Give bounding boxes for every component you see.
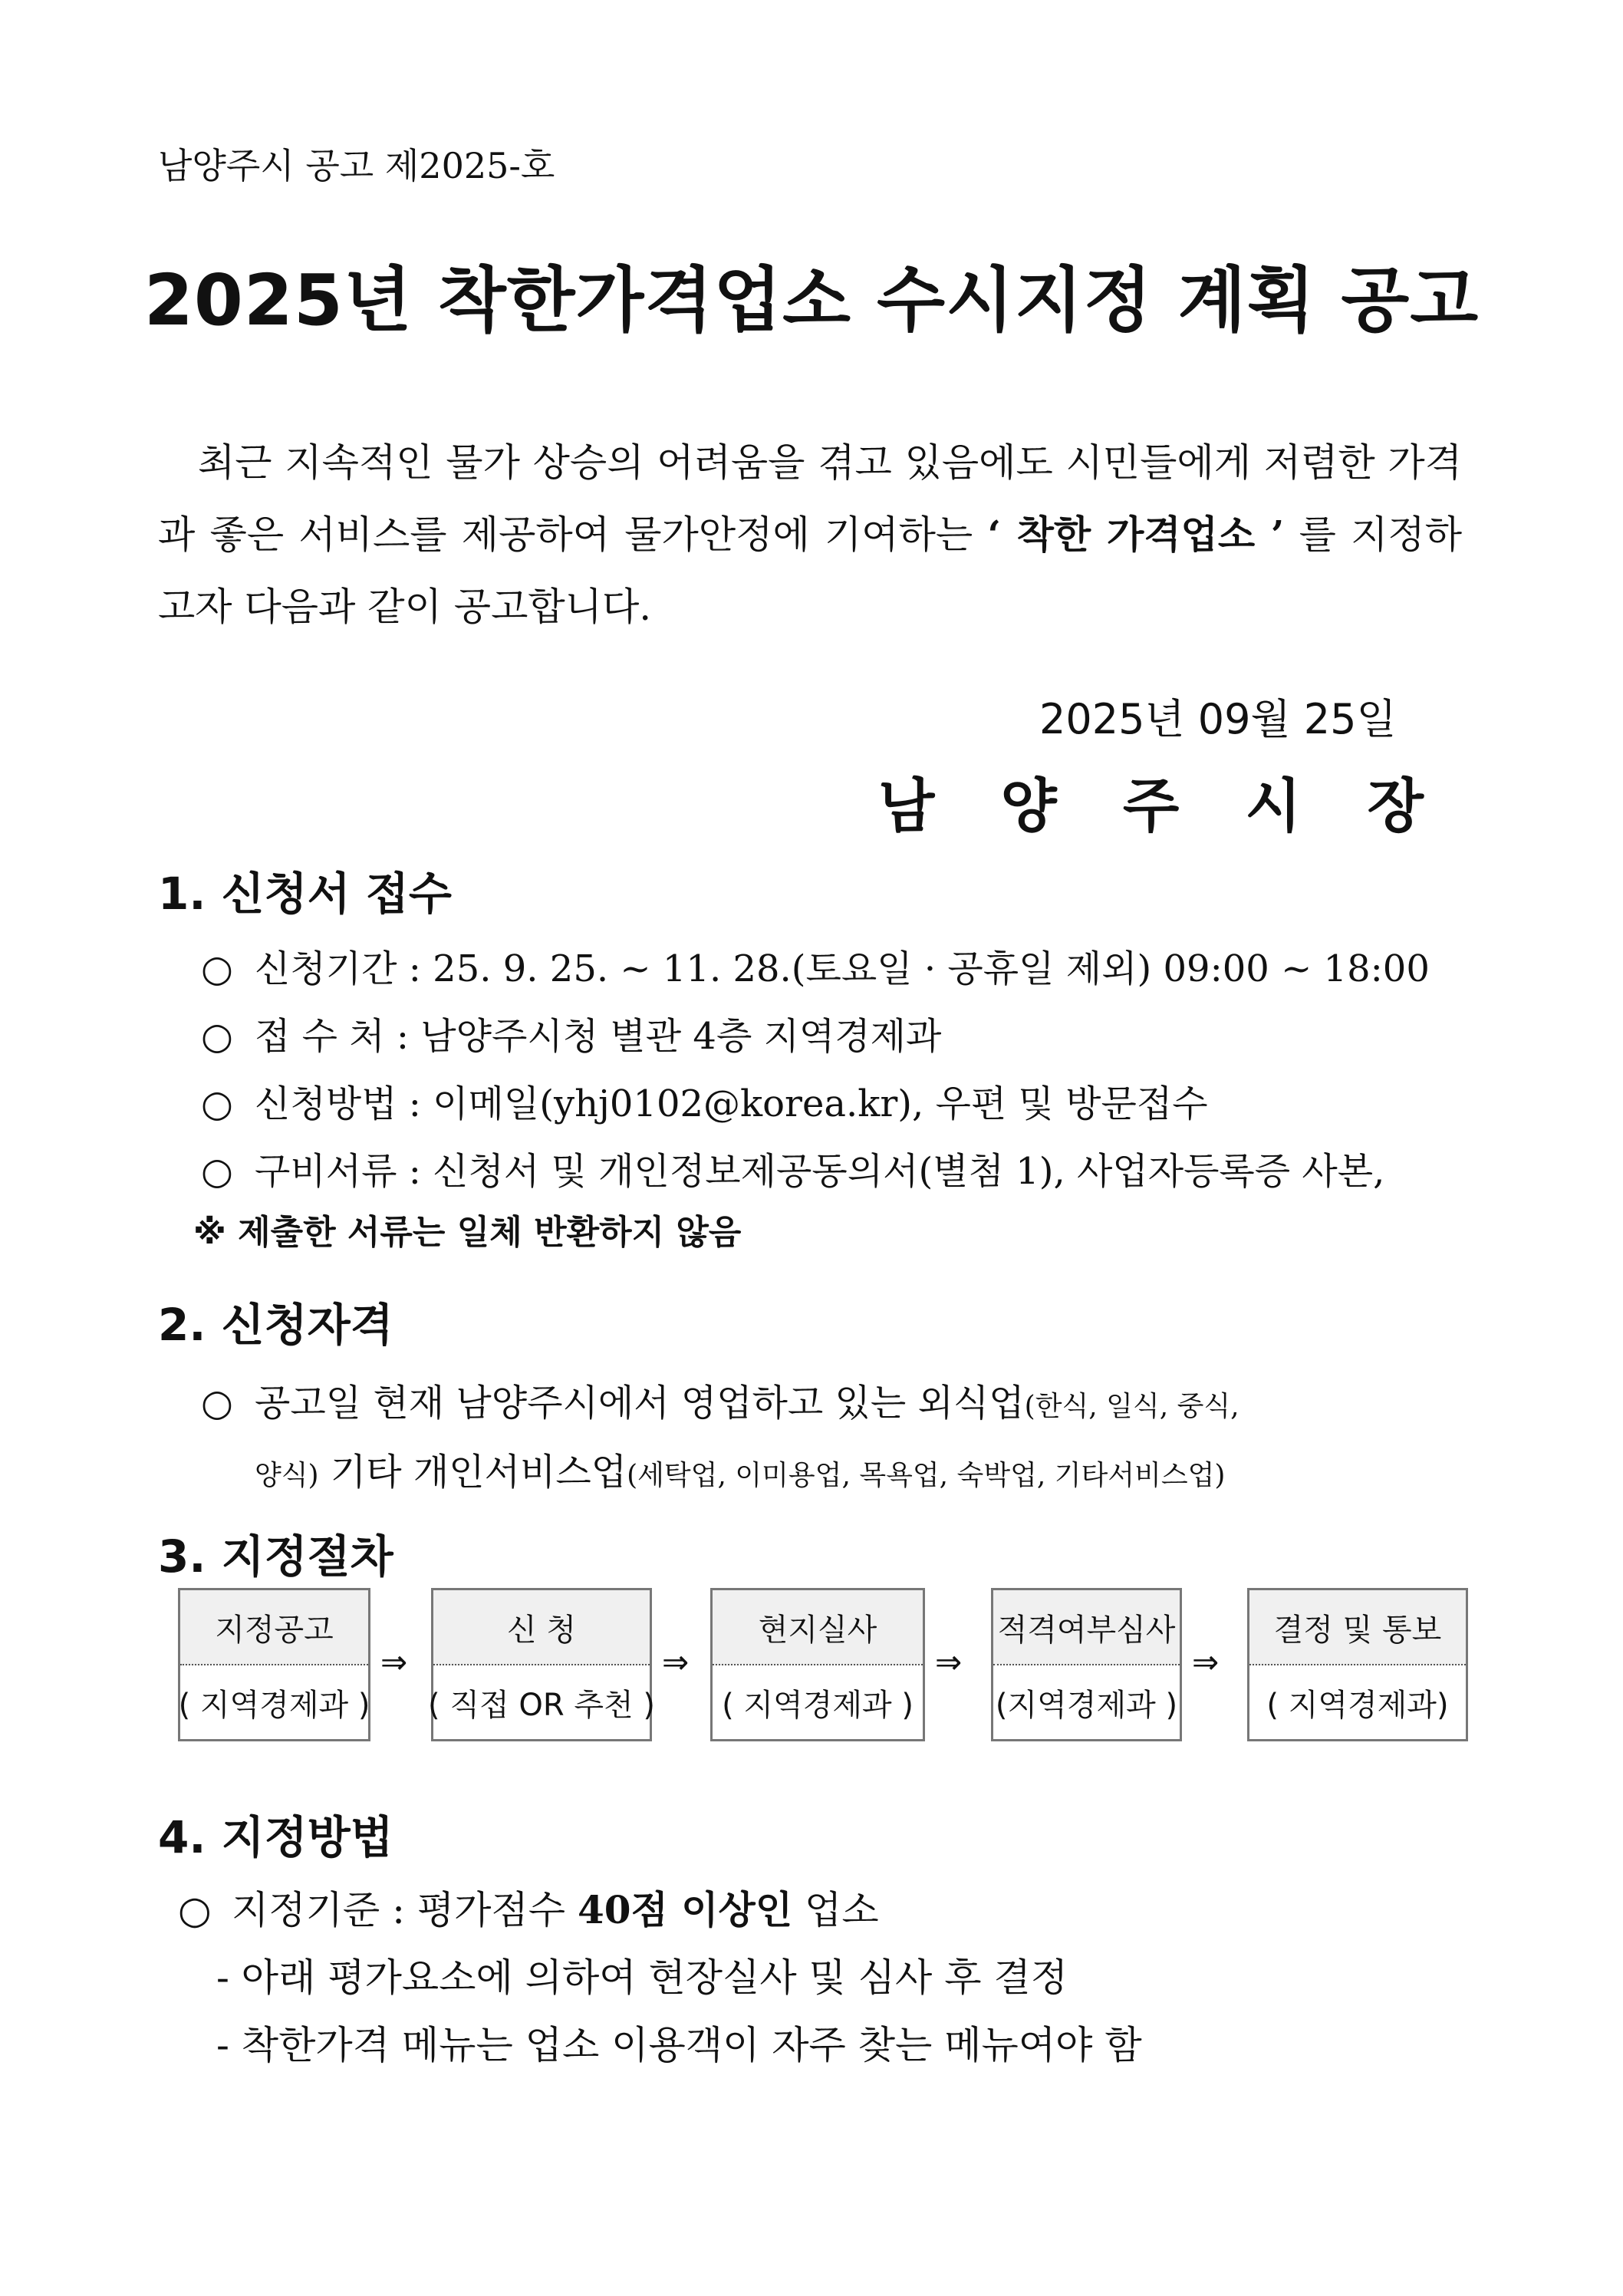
section-2-line-2 [255,1442,1225,1495]
flow-step-5 [1247,1588,1468,1741]
flow-step-dept: (지역경제과 ) [995,1687,1178,1723]
flow-step-3 [710,1588,925,1741]
flow-step-4 [991,1588,1182,1741]
bullet-circle: ○ [201,947,233,990]
criteria-label: 지정기준 : 평가점수 [232,1888,578,1932]
section-4-dash-1: - 아래 평가요소에 의하여 현장실사 및 심사 후 결정 [216,1955,1068,2000]
flow-arrow-icon: ⇒ [380,1643,408,1681]
bullet-circle: ○ [178,1888,212,1932]
criteria-threshold: 40점 이상인 [577,1887,793,1932]
flow-step-label: 지정공고 [180,1590,368,1665]
eligibility-small-2: 양식) [255,1460,319,1491]
bullet-circle: ○ [201,1082,233,1125]
bullet-circle: ○ [201,1150,233,1193]
section-4-dash-2: - 착한가격 메뉴는 업소 이용객이 자주 찾는 메뉴여야 함 [216,2023,1142,2067]
criteria-end: 업소 [792,1888,879,1932]
eligibility-main-2: 기타 개인서비스업 [318,1451,627,1494]
eligibility-small: (한식, 일식, 중식, [1024,1391,1239,1422]
intro-text-1: 최근 지속적인 물가 상승의 어려움을 겪고 있음에도 시민들에게 저렴한 가격과 좋은 서비스를 제공하여 물가안정에 기여하는 [158,440,1462,557]
section-4-criteria [178,1879,879,1935]
flow-step-dept: ( 지역경제과 ) [722,1687,914,1723]
notice-date: 2025년 09월 25일 [1039,695,1397,743]
section-4-title: 4. 지정방법 [158,1811,393,1863]
intro-quote: ‘ 착한 가격업소 ’ [987,512,1285,557]
intro-paragraph [158,427,1462,643]
flow-step-dept: ( 직접 OR 추천 ) [428,1687,655,1723]
eligibility-main: 공고일 현재 남양주시에서 영업하고 있는 외식업 [255,1382,1025,1425]
item-text: 접 수 처 : 남양주시청 별관 4층 지역경제과 [255,1015,942,1058]
section-1-item-documents [201,1141,1384,1194]
item-text: 신청기간 : 25. 9. 25. ~ 11. 28.(토요일 · 공휴일 제외) 09:00 ~ 18:00 [255,947,1430,990]
mayor-title: 남양주시장 [878,772,1490,840]
procedure-flow [178,1588,1474,1740]
flow-step-2 [428,1588,655,1741]
flow-step-dept: ( 지역경제과) [1266,1687,1449,1723]
section-1-item-period [201,939,1430,992]
section-2-title: 2. 신청자격 [158,1299,393,1351]
flow-arrow-icon: ⇒ [662,1643,690,1681]
notice-number: 남양주시 공고 제2025-호 [158,145,555,186]
bullet-circle: ○ [201,1382,233,1425]
item-text: 신청방법 : 이메일(yhj0102@korea.kr), 우편 및 방문접수 [255,1082,1208,1125]
section-1-item-method [201,1074,1208,1127]
section-2-line-1 [201,1373,1239,1426]
flow-step-label: 적격여부심사 [993,1590,1180,1665]
page-title: 2025년 착한가격업소 수시지정 계획 공고 [143,259,1480,341]
flow-step-dept: ( 지역경제과 ) [178,1687,370,1723]
item-text: 구비서류 : 신청서 및 개인정보제공동의서(별첨 1), 사업자등록증 사본, [255,1150,1385,1193]
section-1-note: ※ 제출한 서류는 일체 반환하지 않음 [193,1213,742,1252]
flow-step-1 [178,1588,370,1741]
eligibility-small-3: (세탁업, 이미용업, 목욕업, 숙박업, 기타서비스업) [627,1460,1226,1491]
flow-step-label: 결정 및 통보 [1249,1590,1466,1665]
flow-arrow-icon: ⇒ [1192,1643,1220,1681]
bullet-circle: ○ [201,1015,233,1058]
intro-text-2: 를 지정하고자 다음과 같이 공고합니다. [158,512,1462,629]
section-1-title: 1. 신청서 접수 [158,868,452,920]
section-1-item-office [201,1006,941,1059]
flow-arrow-icon: ⇒ [935,1643,963,1681]
section-3-title: 3. 지정절차 [158,1530,393,1583]
flow-step-label: 신 청 [433,1590,650,1665]
flow-step-label: 현지실사 [713,1590,923,1665]
